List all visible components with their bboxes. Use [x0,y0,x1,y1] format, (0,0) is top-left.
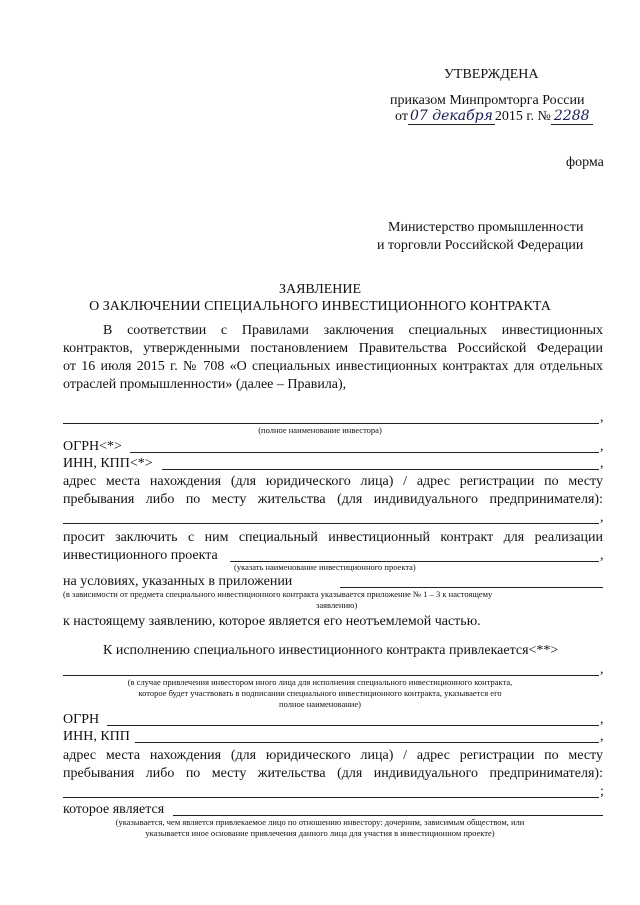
which-is-hint-2: указывается иное основание привлечения данного лица для участия в инвестиционном проекте) [145,828,495,838]
involved-heading: К исполнению специального инвестиционного контракта привлекается<**> [103,643,559,658]
investor-address-field[interactable] [63,523,599,524]
involved-ogrn-label: ОГРН [63,712,100,727]
document-title: ЗАЯВЛЕНИЕ [278,282,362,297]
semicolon: ; [600,784,604,799]
involved-ogrn-field[interactable] [107,725,599,726]
involved-name-field[interactable] [63,675,599,676]
comma: , [600,510,604,525]
involved-address-field[interactable] [63,797,599,798]
year-text: 2015 г. № [494,109,551,124]
involved-hint-1: (в случае привлечения инвестором иного лица для исполнения специального инвестиционного контракта, [127,677,513,687]
project-label: инвестиционного проекта [63,548,218,563]
addressee-line-2: и торговли Российской Федерации [377,238,584,253]
document-subtitle: О ЗАКЛЮЧЕНИИ СПЕЦИАЛЬНОГО ИНВЕСТИЦИОННОГО КОНТРАКТА [89,299,551,314]
investor-address-line-1: адрес места нахождения (для юридического лица) / адрес регистрации по месту [63,474,603,489]
involved-hint-3: полное наименование) [279,699,361,709]
involved-inn-kpp-label: ИНН, КПП [63,729,130,744]
inn-kpp-label: ИНН, КПП<*> [63,456,153,471]
comma: , [600,548,604,563]
handwritten-date: 07 декабря [409,108,493,124]
project-hint: (указать наименование инвестиционного проекта) [234,562,416,572]
annex-line: к настоящему заявлению, которое является его неотъемлемой частью. [63,614,481,629]
handwritten-number: 2288 [551,108,593,125]
comma: , [600,439,604,454]
which-is-label: которое является [63,802,165,817]
which-is-hint-1: (указывается, чем является привлекаемое лицо по отношению инвестору: дочерним, зависимым обществом, или [115,817,525,827]
form-label: форма [566,155,604,170]
conditions-label: на условиях, указанных в приложении [63,574,293,589]
comma: , [600,456,604,471]
approved-label: УТВЕРЖДЕНА [444,67,539,82]
ogrn-label: ОГРН<*> [63,439,122,454]
appendix-hint-2: заявлению) [316,600,358,610]
involved-inn-kpp-field[interactable] [135,742,599,743]
intro-line-4: отраслей промышленности» (далее – Правила), [63,377,347,392]
which-is-field[interactable] [173,815,603,816]
order-line: приказом Минпромторга России [390,93,585,108]
comma: , [600,729,604,744]
comma: , [600,410,604,425]
involved-address-line-2: пребывания либо по месту жительства (для индивидуального предпринимателя): [63,766,603,781]
request-line-1: просит заключить с ним специальный инвестиционный контракт для реализации [63,530,603,545]
order-date-line [395,108,593,125]
intro-line-2: контрактов, утвержденными постановлением Правительства Российской Федерации [63,341,603,356]
appendix-field[interactable] [340,587,603,588]
comma: , [600,712,604,727]
appendix-hint-1: (в зависимости от предмета специального инвестиционного контракта указывается приложение № 1 – 3 к настоящему [63,589,493,599]
investor-name-hint: (полное наименование инвестора) [258,425,382,435]
intro-line-3: от 16 июля 2015 г. № 708 «О специальных инвестиционных контрактах для отдельных [63,359,603,374]
inn-kpp-field[interactable] [162,469,599,470]
comma: , [600,662,604,677]
intro-line-1: В соответствии с Правилами заключения специальных инвестиционных [103,323,603,338]
involved-address-line-1: адрес места нахождения (для юридического лица) / адрес регистрации по месту [63,748,603,763]
ogrn-field[interactable] [130,452,599,453]
addressee-line-1: Министерство промышленности [388,220,584,235]
investor-address-line-2: пребывания либо по месту жительства (для индивидуального предпринимателя): [63,492,603,507]
investor-name-field[interactable] [63,423,599,424]
involved-hint-2: которое будет участвовать в подписании специального инвестиционного контракта, указывается его [138,688,502,698]
date-prefix: от [395,109,408,124]
